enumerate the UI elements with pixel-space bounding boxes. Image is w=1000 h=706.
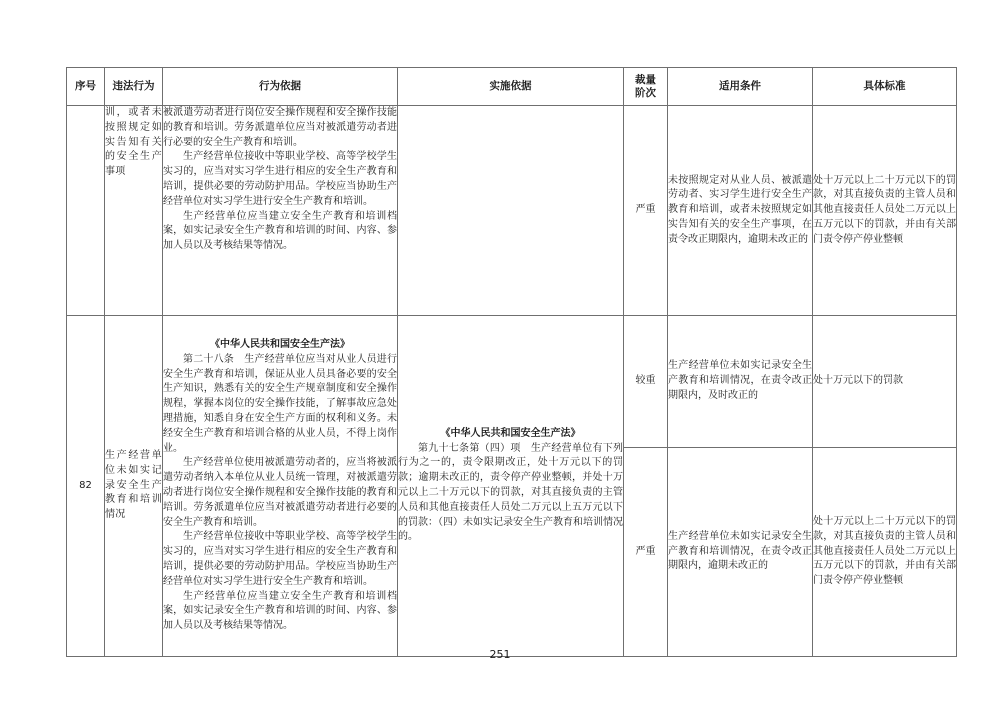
basis-paragraph: 生产经营单位接收中等职业学校、高等学校学生实习的，应当对实习学生进行相应的安全生产教育和培训，提供必要的劳动防护用品。学校应当协助生产经营单位对实习学生进行安全生产教育和培训。 xyxy=(163,531,397,587)
basis-law-title: 《中华人民共和国安全生产法》 xyxy=(210,339,350,351)
table-row-82-a xyxy=(67,316,957,448)
header-cond: 适用条件 xyxy=(668,68,813,106)
row-cont-std: 处十万元以上二十万元以下的罚款，对其直接负责的主管人员和其他直接责任人员处二万元以上五万元以下的罚款，并由有关部门责令停产停业整顿 xyxy=(813,106,957,316)
row82-std-1: 处十万元以下的罚款 xyxy=(813,316,957,448)
row-cont-no xyxy=(67,106,105,316)
basis-paragraph: 生产经营单位应当建立安全生产教育和培训档案，如实记录安全生产教育和培训的时间、内容、参加人员以及考核结果等情况。 xyxy=(163,590,397,632)
row82-cond-1: 生产经营单位未如实记录安全生产教育和培训情况，在责令改正期限内，及时改正的 xyxy=(668,316,813,448)
row82-basis xyxy=(163,316,398,657)
table-row-continued xyxy=(67,106,957,316)
impl-paragraph: 第九十七条第（四）项 生产经营单位有下列行为之一的，责令限期改正，处十万元以下的罚款；逾期未改正的，责令停产停业整顿，并处十万元以上二十万元以下的罚款，对其直接负责的主管人员和其他直接责任人员处二万元以上五万元以下的罚款：（四）未如实记录安全生产教育和培训情况的。 xyxy=(398,442,623,543)
row82-level-1: 较重 xyxy=(624,316,668,448)
header-level: 裁量 阶次 xyxy=(624,68,668,106)
row-cont-cond: 未按照规定对从业人员、被派遣劳动者、实习学生进行安全生产教育和培训，或者未按照规定如实告知有关的安全生产事项，在责令改正期限内，逾期未改正的 xyxy=(668,106,813,316)
row82-act: 生产经营单位未如实记录安全生产教育和培训情况 xyxy=(105,316,163,657)
header-no: 序号 xyxy=(67,68,105,106)
penalty-standards-table xyxy=(66,67,957,657)
basis-paragraph: 被派遣劳动者进行岗位安全操作规程和安全操作技能的教育和培训。劳务派遣单位应当对被派遣劳动者进行必要的安全生产教育和培训。 xyxy=(163,107,397,148)
basis-paragraph: 生产经营单位应当建立安全生产教育和培训档案，如实记录安全生产教育和培训的时间、内容、参加人员以及考核结果等情况。 xyxy=(163,210,397,252)
row82-no: 82 xyxy=(67,316,105,657)
row-cont-basis xyxy=(163,106,398,316)
row82-std-2: 处十万元以上二十万元以下的罚款，对其直接负责的主管人员和其他直接责任人员处二万元以上五万元以下的罚款，并由有关部门责令停产停业整顿 xyxy=(813,448,957,657)
row-cont-level: 严重 xyxy=(624,106,668,316)
basis-paragraph: 生产经营单位使用被派遣劳动者的，应当将被派遣劳动者纳入本单位从业人员统一管理，对被派遣劳动者进行岗位安全操作规程和安全操作技能的教育和培训。劳务派遣单位应当对被派遣劳动者进行必要的安全生产教育和培训。 xyxy=(163,457,397,528)
header-act: 违法行为 xyxy=(105,68,163,106)
basis-paragraph: 第二十八条 生产经营单位应当对从业人员进行安全生产教育和培训，保证从业人员具备必要的安全生产知识，熟悉有关的安全生产规章制度和安全操作规程，掌握本岗位的安全操作技能，了解事故应急处理措施，知悉自身在安全生产方面的权利和义务。未经安全生产教育和培训合格的从业人员，不得上岗作业。 xyxy=(163,353,397,454)
row82-impl xyxy=(398,316,624,657)
header-impl: 实施依据 xyxy=(398,68,624,106)
header-basis: 行为依据 xyxy=(163,68,398,106)
row-cont-impl xyxy=(398,106,624,316)
page-number: 251 xyxy=(489,648,511,661)
basis-paragraph: 生产经营单位接收中等职业学校、高等学校学生实习的，应当对实习学生进行相应的安全生产教育和培训，提供必要的劳动防护用品。学校应当协助生产经营单位对实习学生进行安全生产教育和培训。 xyxy=(163,151,397,207)
header-row xyxy=(67,68,957,106)
row82-cond-2: 生产经营单位未如实记录安全生产教育和培训情况，在责令改正期限内，逾期未改正的 xyxy=(668,448,813,657)
row82-level-2: 严重 xyxy=(624,448,668,657)
row-cont-act: 训，或者未按照规定如实告知有关的安全生产事项 xyxy=(105,106,163,316)
impl-law-title: 《中华人民共和国安全生产法》 xyxy=(440,427,581,439)
header-std: 具体标准 xyxy=(813,68,957,106)
